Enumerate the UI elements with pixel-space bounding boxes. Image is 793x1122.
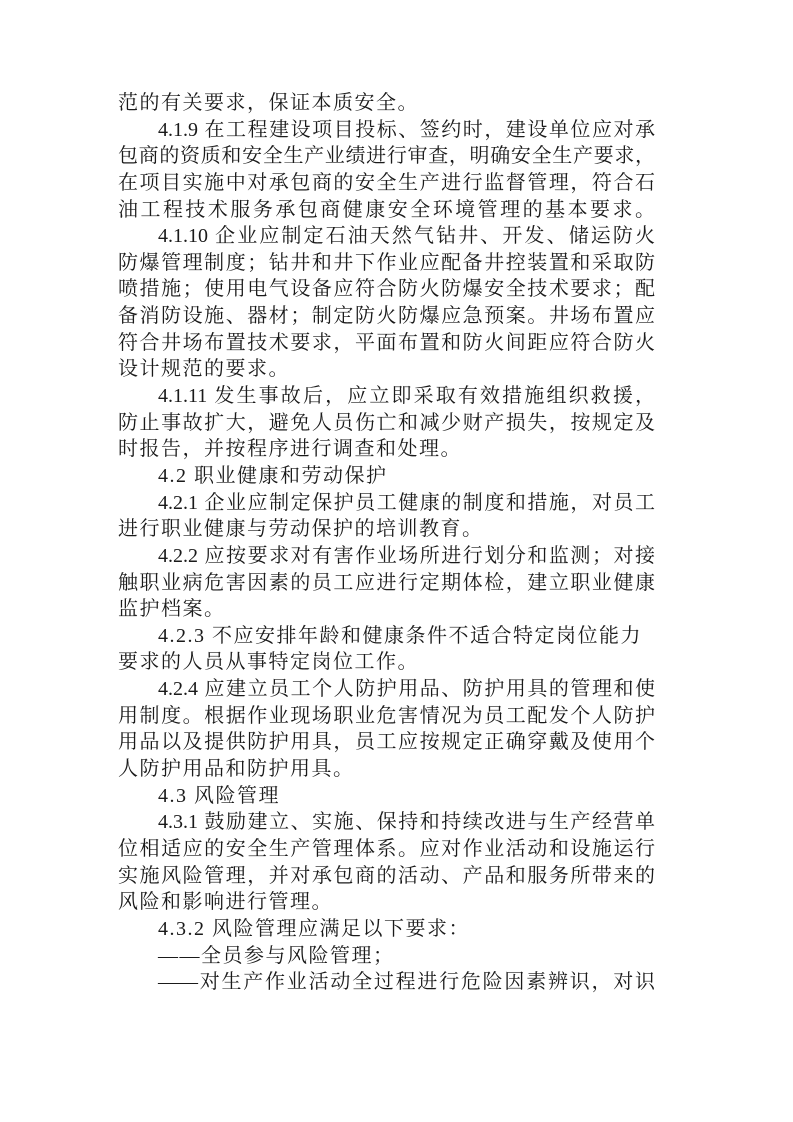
text-line: 用品以及提供防护用具，员工应按规定正确穿戴及使用个	[118, 731, 655, 754]
text-line: 要求的人员从事特定岗位工作。	[118, 651, 419, 674]
text-line: 4.1.9 在工程建设项目投标、签约时，建设单位应对承	[158, 118, 655, 141]
document-page	[118, 90, 655, 996]
text-line: 时报告，并按程序进行调查和处理。	[118, 438, 462, 461]
text-line: 监护档案。	[118, 598, 226, 621]
text-line: ——对生产作业活动全过程进行危险因素辨识，对识	[158, 971, 655, 994]
text-line: 人防护用品和防护用具。	[118, 758, 355, 781]
text-line: 用制度。根据作业现场职业危害情况为员工配发个人防护	[118, 704, 655, 727]
text-line: 实施风险管理，并对承包商的活动、产品和服务所带来的	[118, 864, 655, 887]
text-line: 设计规范的要求。	[118, 358, 290, 381]
text-line: 在项目实施中对承包商的安全生产进行监督管理，符合石	[118, 171, 655, 194]
text-line: 进行职业健康与劳动保护的培训教育。	[118, 518, 484, 541]
text-line: 4.2.3 不应安排年龄和健康条件不适合特定岗位能力	[158, 624, 642, 647]
text-line: 4.3.2 风险管理应满足以下要求：	[158, 917, 470, 940]
text-line: 4.3 风险管理	[158, 784, 280, 807]
text-line: ——全员参与风险管理；	[158, 944, 395, 967]
text-line: 防止事故扩大，避免人员伤亡和减少财产损失，按规定及	[118, 411, 655, 434]
text-line: 4.2.1 企业应制定保护员工健康的制度和措施，对员工	[158, 491, 655, 514]
text-line: 4.2 职业健康和劳动保护	[158, 464, 388, 487]
text-line: 范的有关要求，保证本质安全。	[118, 92, 419, 114]
text-line: 防爆管理制度；钻井和井下作业应配备井控装置和采取防	[118, 251, 655, 274]
text-line: 包商的资质和安全生产业绩进行审查，明确安全生产要求，	[118, 145, 655, 168]
text-line: 风险和影响进行管理。	[118, 891, 333, 914]
text-line: 位相适应的安全生产管理体系。应对作业活动和设施运行	[118, 837, 655, 860]
text-line: 4.1.11 发生事故后，应立即采取有效措施组织救援，	[158, 385, 655, 408]
text-line: 4.2.4 应建立员工个人防护用品、防护用具的管理和使	[158, 678, 655, 701]
text-line: 触职业病危害因素的员工应进行定期体检，建立职业健康	[118, 571, 655, 594]
text-line: 4.1.10 企业应制定石油天然气钻井、开发、储运防火	[158, 225, 655, 248]
text-line: 符合井场布置技术要求，平面布置和防火间距应符合防火	[118, 331, 655, 354]
text-line: 油工程技术服务承包商健康安全环境管理的基本要求。	[118, 198, 655, 221]
text-line: 备消防设施、器材；制定防火防爆应急预案。井场布置应	[118, 305, 655, 328]
text-line: 4.3.1 鼓励建立、实施、保持和持续改进与生产经营单	[158, 811, 655, 834]
text-line: 喷措施；使用电气设备应符合防火防爆安全技术要求；配	[118, 278, 655, 301]
text-line: 4.2.2 应按要求对有害作业场所进行划分和监测；对接	[158, 544, 655, 567]
